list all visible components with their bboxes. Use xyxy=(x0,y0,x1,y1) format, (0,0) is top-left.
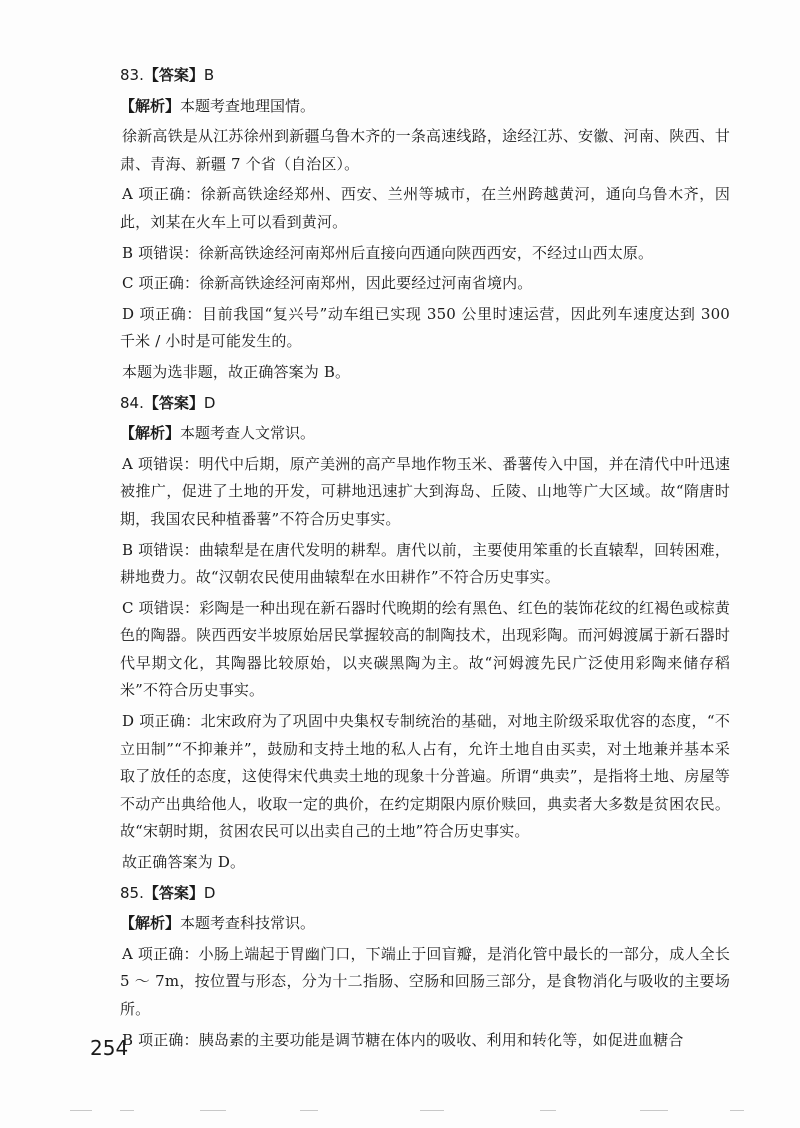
page-number: 254 xyxy=(90,1036,129,1060)
answer-value: D xyxy=(203,393,216,412)
scan-mark xyxy=(300,1110,318,1111)
scan-mark xyxy=(120,1110,134,1111)
paragraph: B 项错误：徐新高铁途经河南郑州后直接向西通向陕西西安，不经过山西太原。 xyxy=(122,243,654,262)
answer-heading-85 xyxy=(120,880,730,911)
scan-mark xyxy=(640,1110,668,1111)
answer-value: B xyxy=(203,66,215,84)
page-content xyxy=(120,62,730,1057)
answer-heading-83 xyxy=(120,62,730,93)
scan-mark xyxy=(730,1110,744,1111)
paragraph: 徐新高铁是从江苏徐州到新疆乌鲁木齐的一条高速线路，途经江苏、安徽、河南、陕西、甘肃、青海、新疆 7 个省（自治区）。 xyxy=(120,127,730,173)
analysis-label: 【解析】 xyxy=(120,914,181,933)
scan-mark xyxy=(540,1110,556,1111)
answer-value: D xyxy=(203,883,216,902)
answer-heading-84 xyxy=(120,390,730,421)
scan-mark xyxy=(420,1110,444,1111)
analysis-label: 【解析】 xyxy=(120,96,181,115)
analysis-text: 本题考查科技常识。 xyxy=(180,914,316,933)
paragraph: D 项正确：目前我国“复兴号”动车组已实现 350 公里时速运营，因此列车速度达到 300 千米 / 小时是可能发生的。 xyxy=(120,304,730,351)
paragraph: 故正确答案为 D。 xyxy=(122,853,246,872)
question-number: 85. xyxy=(120,883,144,902)
paragraph: A 项正确：徐新高铁途经郑州、西安、兰州等城市，在兰州跨越黄河，通向乌鲁木齐，因此，刘某在火车上可以看到黄河。 xyxy=(120,185,730,231)
paragraph: B 项正确：胰岛素的主要功能是调节糖在体内的吸收、利用和转化等，如促进血糖合 xyxy=(122,1030,684,1049)
paragraph: B 项错误：曲辕犁是在唐代发明的耕犁。唐代以前，主要使用笨重的长直辕犁，回转困难，耕地费力。故“汉朝农民使用曲辕犁在水田耕作”不符合历史事实。 xyxy=(120,540,730,587)
answer-label: 【答案】 xyxy=(143,883,204,902)
analysis-heading-85 xyxy=(120,910,730,941)
scan-mark xyxy=(70,1110,92,1111)
answer-label: 【答案】 xyxy=(143,393,204,412)
paragraph: D 项正确：北宋政府为了巩固中央集权专制统治的基础，对地主阶级采取优容的态度，“不立田制”“不抑兼并”，鼓励和支持土地的私人占有，允许土地自由买卖，对土地兼并基本采取了放任的态度，这使得宋代典卖土地的现象十分普遍。所谓“典卖”，是指将土地、房屋等不动产出典给他人，收取一定的典价，在约定期限内原价赎回，典卖者大多数是贫困农民。故“宋朝时期，贫困农民可以出卖自己的土地”符合历史事实。 xyxy=(120,712,730,841)
paragraph: 本题为选非题，故正确答案为 B。 xyxy=(122,362,351,381)
scan-artifact-divider xyxy=(0,1106,800,1116)
analysis-text: 本题考查地理国情。 xyxy=(180,96,316,115)
answer-label: 【答案】 xyxy=(143,66,204,84)
question-number: 83. xyxy=(120,66,144,84)
analysis-heading-84 xyxy=(120,420,730,451)
paragraph: C 项错误：彩陶是一种出现在新石器时代晚期的绘有黑色、红色的装饰花纹的红褐色或棕黄色的陶器。陕西西安半坡原始居民掌握较高的制陶技术，出现彩陶。而河姆渡属于新石器时代早期文化，其陶器比较原始，以夹碳黑陶为主。故“河姆渡先民广泛使用彩陶来储存稻米”不符合历史事实。 xyxy=(120,598,730,700)
paragraph: A 项错误：明代中后期，原产美洲的高产旱地作物玉米、番薯传入中国，并在清代中叶迅速被推广，促进了土地的开发，可耕地迅速扩大到海岛、丘陵、山地等广大区域。故“隋唐时期，我国农民种植番薯”不符合历史事实。 xyxy=(120,454,730,528)
analysis-text: 本题考查人文常识。 xyxy=(180,424,316,443)
scan-mark xyxy=(200,1110,226,1111)
analysis-label: 【解析】 xyxy=(120,424,181,443)
paragraph: A 项正确：小肠上端起于胃幽门口，下端止于回盲瓣，是消化管中最长的一部分，成人全长 5 ～ 7m，按位置与形态，分为十二指肠、空肠和回肠三部分，是食物消化与吸收的主要场所。 xyxy=(120,944,730,1018)
analysis-heading-83 xyxy=(120,93,730,124)
paragraph: C 项正确：徐新高铁途经河南郑州，因此要经过河南省境内。 xyxy=(122,274,533,293)
question-number: 84. xyxy=(120,393,144,412)
